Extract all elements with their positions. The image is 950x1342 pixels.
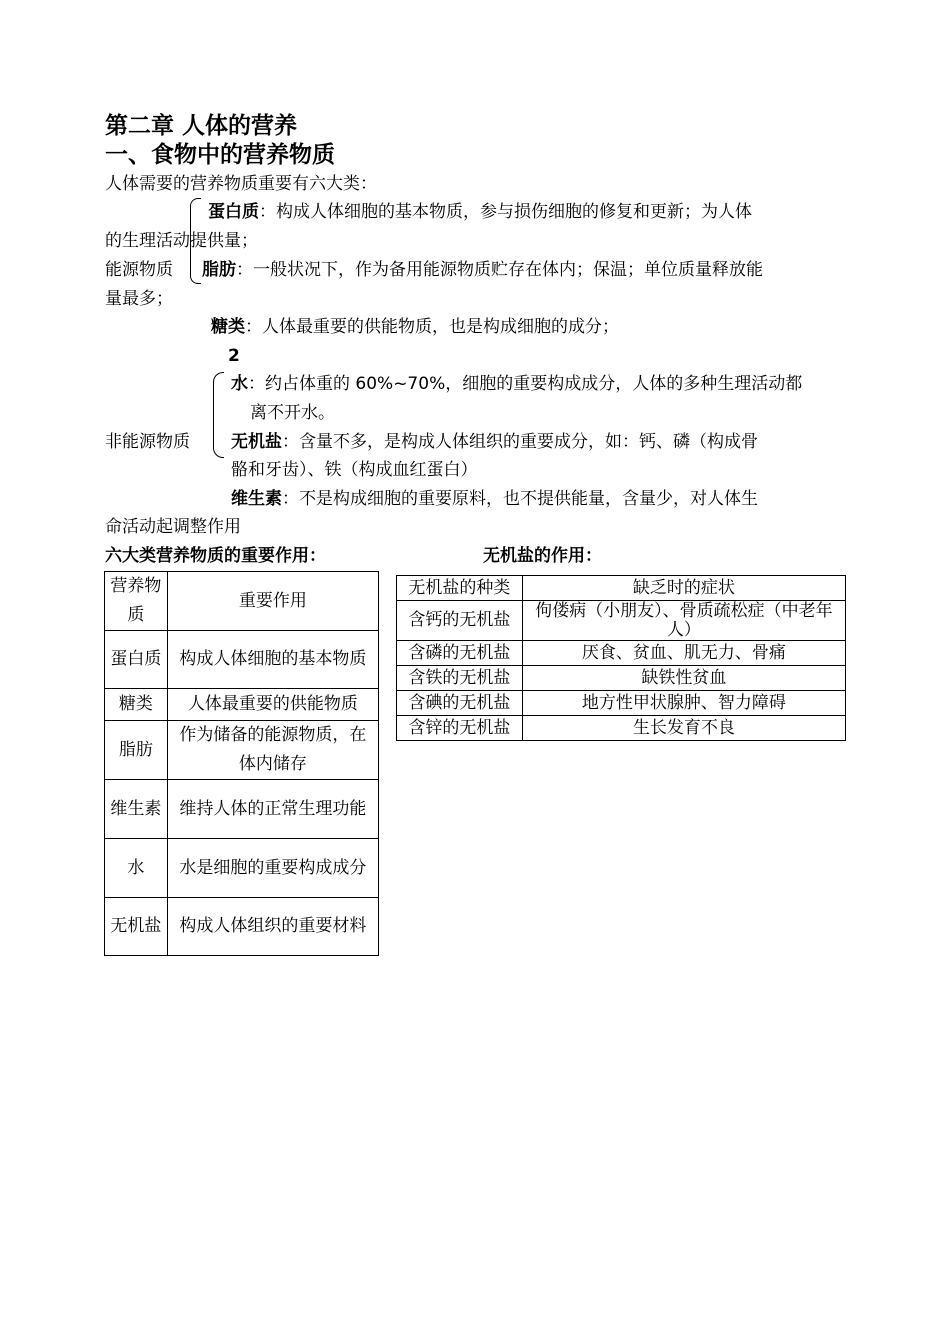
mineral-cell: 含钙的无机盐	[397, 601, 523, 641]
sugar-term: 糖类	[211, 317, 245, 337]
sugar-desc: ：人体最重要的供能物质，也是构成细胞的成分；	[245, 317, 619, 337]
nutrients-table	[104, 571, 379, 956]
mineral-cell: 含磷的无机盐	[397, 641, 523, 666]
table-header-row	[105, 572, 379, 631]
nutrient-cell: 脂肪	[105, 721, 168, 780]
role-cell: 维持人体的正常生理功能	[167, 780, 378, 839]
table-row	[105, 839, 379, 898]
symptom-cell: 生长发育不良	[522, 716, 845, 741]
table-row	[105, 780, 379, 839]
section-title: 一、食物中的营养物质	[105, 142, 335, 168]
table-header-row	[397, 576, 846, 601]
role-cell: 构成人体组织的重要材料	[167, 898, 378, 956]
nutrient-cell: 水	[105, 839, 168, 898]
table-row	[105, 689, 379, 721]
nutrient-cell: 维生素	[105, 780, 168, 839]
fat-line	[202, 256, 763, 284]
water-term: 水	[231, 374, 248, 394]
vitamin-line	[231, 485, 758, 513]
mineral-cell: 含碘的无机盐	[397, 691, 523, 716]
nutrient-cell: 无机盐	[105, 898, 168, 956]
nutrient-cell: 糖类	[105, 689, 168, 721]
sugar-line	[211, 313, 619, 341]
table2-caption: 无机盐的作用：	[483, 546, 602, 566]
vitamin-desc-cont: 命活动起调整作用	[105, 517, 241, 537]
mineral-cell: 含锌的无机盐	[397, 716, 523, 741]
symptom-cell: 佝偻病（小朋友）、骨质疏松症（中老年人）	[522, 601, 845, 641]
header-symptom: 缺乏时的症状	[522, 576, 845, 601]
vitamin-desc: ：不是构成细胞的重要原料，也不提供能量，含量少，对人体生	[282, 489, 758, 509]
water-desc: ：约占体重的 60%~70%，细胞的重要构成成分，人体的多种生理活动都	[248, 374, 803, 394]
stray-number: 2	[228, 346, 240, 366]
table-row	[397, 716, 846, 741]
nonenergy-brace	[213, 372, 224, 458]
fat-desc-cont: 量最多；	[105, 289, 173, 309]
vitamin-term: 维生素	[231, 489, 282, 509]
role-cell: 水是细胞的重要构成成分	[167, 839, 378, 898]
table1-caption: 六大类营养物质的重要作用：	[105, 546, 326, 566]
mineral-cell: 含铁的无机盐	[397, 666, 523, 691]
symptom-cell: 缺铁性贫血	[522, 666, 845, 691]
protein-line	[208, 198, 752, 226]
protein-term: 蛋白质	[208, 202, 259, 222]
symptom-cell: 厌食、贫血、肌无力、骨痛	[522, 641, 845, 666]
fat-term: 脂肪	[202, 260, 236, 280]
symptom-cell: 地方性甲状腺肿、智力障碍	[522, 691, 845, 716]
table-row	[105, 898, 379, 956]
salt-term: 无机盐	[231, 432, 282, 452]
minerals-table	[396, 575, 846, 741]
table-row	[397, 691, 846, 716]
water-line	[231, 370, 802, 398]
role-cell: 作为储备的能源物质，在体内储存	[167, 721, 378, 780]
energy-label: 能源物质	[105, 260, 173, 280]
role-cell: 构成人体细胞的基本物质	[167, 631, 378, 689]
salt-desc-cont: 骼和牙齿）、铁（构成血红蛋白）	[231, 460, 478, 480]
nutrient-cell: 蛋白质	[105, 631, 168, 689]
chapter-title: 第二章 人体的营养	[105, 113, 298, 139]
table-row	[397, 641, 846, 666]
table-row	[105, 721, 379, 780]
salt-line	[231, 428, 758, 456]
nonenergy-label: 非能源物质	[105, 432, 190, 452]
protein-desc-cont: 的生理活动提供量；	[105, 231, 258, 251]
table-row	[397, 666, 846, 691]
salt-desc: ：含量不多，是构成人体组织的重要成分，如：钙、磷（构成骨	[282, 432, 758, 452]
header-nutrient: 营养物质	[105, 572, 168, 631]
protein-desc: ：构成人体细胞的基本物质，参与损伤细胞的修复和更新；为人体	[259, 202, 752, 222]
water-desc-cont: 离不开水。	[250, 403, 335, 423]
header-role: 重要作用	[167, 572, 378, 631]
table-row	[397, 601, 846, 641]
header-mineral: 无机盐的种类	[397, 576, 523, 601]
role-cell: 人体最重要的供能物质	[167, 689, 378, 721]
table-row	[105, 631, 379, 689]
fat-desc: ：一般状况下，作为备用能源物质贮存在体内；保温；单位质量释放能	[236, 260, 763, 280]
intro-text: 人体需要的营养物质重要有六大类：	[105, 174, 377, 194]
